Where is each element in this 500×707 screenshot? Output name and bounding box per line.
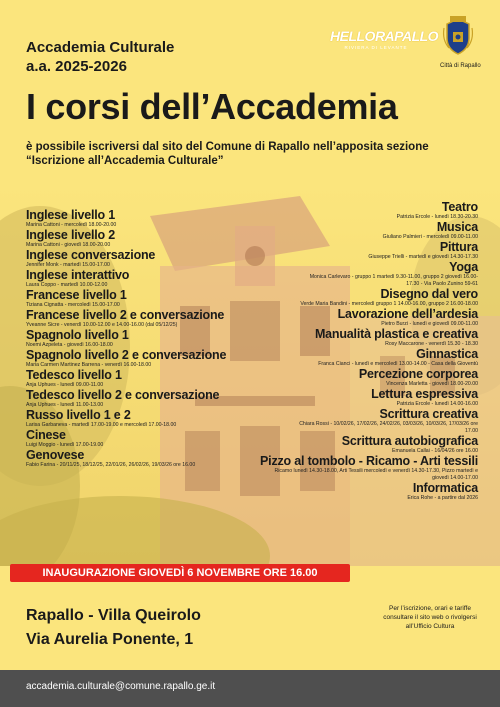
academic-year: a.a. 2025-2026 (26, 58, 127, 75)
course-name: Francese livello 1 (26, 288, 127, 302)
right-course-list (178, 201, 478, 502)
course-info: Erica Rohe - a partire dal 2026 (407, 495, 478, 501)
page-title: I corsi dell’Accademia (26, 86, 398, 127)
list-item (178, 455, 478, 482)
course-info: Tiziana Cignatta - mercoledì 15.00-17.00 (26, 302, 120, 308)
course-name: Musica (436, 220, 478, 234)
brand-sub: RIVIERA DI LEVANTE (344, 45, 408, 50)
course-info: Anja Uphues - lunedì 09.00-11.00 (26, 382, 104, 388)
course-info: Ricamo lunedì 14.30-18.00, Arti Tessili mercoledì e venerdì 14.30-17.30, Pizzo martedì e giovedì 14.00-17.00 (274, 468, 478, 481)
course-info: Pietro Burzi - lunedì e giovedì 09.00-11.00 (381, 321, 478, 327)
footer (0, 670, 500, 707)
venue-street: Via Aurelia Ponente, 1 (26, 631, 194, 648)
course-info: Patrizia Ercole - lunedì 14.00-16.00 (396, 401, 478, 407)
course-name: Ginnastica (416, 347, 478, 361)
course-info: Emanuela Callai - 16/04/26 ore 16.00 (392, 448, 478, 454)
footer-email[interactable]: accademia.culturale@comune.rapallo.ge.it (26, 681, 216, 692)
list-item (178, 328, 478, 348)
course-name: Pizzo al tombolo - Ricamo - Arti tessili (260, 454, 478, 468)
course-info: Yveanne Sicre - venerdì 10.00-12.00 e 14.00-16.00 (dal 05/12/25) (26, 322, 178, 328)
hellorapallo-logo (330, 28, 439, 50)
course-name: Tedesco livello 1 (26, 368, 122, 382)
course-name: Yoga (449, 260, 478, 274)
course-name: Lavorazione dell’ardesia (337, 307, 478, 321)
list-item (178, 221, 478, 241)
school-name: Accademia Culturale (26, 39, 175, 56)
list-item (178, 201, 478, 221)
course-name: Pittura (439, 240, 478, 254)
course-info: Marina Cattoni - mercoledì 18.00-20.00 (26, 222, 117, 228)
course-name: Scrittura creativa (379, 407, 478, 421)
course-name: Genovese (26, 448, 85, 462)
course-info: Anja Uphues - lunedì 11.00-13.00 (26, 402, 104, 408)
course-name: Informatica (412, 481, 478, 495)
course-info: Larisa Garbaneva - martedì 17.00-19.00 e mercoledì 17.00-18.00 (26, 422, 177, 428)
course-info: Franca Cianci - lunedì e mercoledì 13.00-14.00 - Casa della Gioventù (318, 361, 478, 367)
course-info: Jennifer Monk - martedì 15.00-17.00 (26, 262, 110, 268)
venue-name: Rapallo - Villa Queirolo (26, 607, 201, 624)
course-name: Inglese livello 1 (26, 208, 116, 222)
list-item (178, 368, 478, 388)
course-name: Cinese (26, 428, 66, 442)
course-name: Percezione corporea (358, 367, 478, 381)
course-name: Inglese interattivo (26, 268, 130, 282)
city-crest (440, 16, 481, 69)
inauguration-banner: INAUGURAZIONE GIOVEDÌ 6 NOVEMBRE ORE 16.00 (10, 564, 350, 582)
course-info: Vincenza Marletta - giovedì 18.00-20.00 (386, 381, 478, 387)
list-item (178, 388, 478, 408)
brand-mark: HELLORAPALLO (330, 28, 439, 44)
course-info: Laura Coppo - martedì 10.00-12.00 (26, 282, 108, 288)
course-name: Tedesco livello 2 e conversazione (26, 388, 220, 402)
course-name: Scrittura autobiografica (341, 434, 478, 448)
venue-address (26, 604, 201, 652)
list-item (178, 241, 478, 261)
course-info: Maria Carmen Martinez Barrena - venerdì 16.00-18.00 (26, 362, 152, 368)
list-item (178, 482, 478, 502)
school-heading (26, 38, 174, 76)
course-info: Giuliano Palmieri - mercoledì 09.00-11.00 (382, 234, 478, 240)
course-name: Spagnolo livello 1 (26, 328, 129, 342)
course-name: Francese livello 2 e conversazione (26, 308, 225, 322)
course-name: Russo livello 1 e 2 (26, 408, 131, 422)
course-info: Monica Carlevaro - gruppo 1 martedì 9.30-11.00, gruppo 2 giovedì 16.00-17.30 - Via Paolo Zunino 59-61 (309, 274, 478, 287)
course-name: Inglese conversazione (26, 248, 156, 262)
course-name: Inglese livello 2 (26, 228, 116, 242)
course-info: Fabio Farina - 20/11/25, 18/12/25, 22/01/26, 26/02/26, 19/03/26 ore 16.00 (26, 462, 196, 468)
list-item (178, 308, 478, 328)
course-info: Noemi Azpeleta - giovedì 16.00-18.00 (26, 342, 113, 348)
course-name: Manualità plastica e creativa (314, 327, 478, 341)
crest-icon (441, 16, 475, 56)
course-info: Chiara Rossi - 10/02/26, 17/02/26, 24/02/26, 03/03/26, 10/03/26, 17/03/26 ore 17.00 (299, 421, 478, 434)
course-name: Spagnolo livello 2 e conversazione (26, 348, 227, 362)
list-item (178, 408, 478, 435)
course-info: Luigi Moggio - lunedì 17.00-19.00 (26, 442, 104, 448)
course-info: Rosy Maccarone - venerdì 15.30 - 18.30 (385, 341, 478, 347)
contact-note: Per l’iscrizione, orari e tariffe consultare il sito web o rivolgersi all’Ufficio Cultura (383, 605, 477, 630)
crest-label: Città di Rapallo (440, 63, 481, 69)
subtitle: è possibile iscriversi dal sito del Comune di Rapallo nell’apposita sezione “Iscrizione all’Accademia Culturale” (26, 141, 429, 167)
list-item (178, 261, 478, 288)
course-name: Teatro (441, 200, 478, 214)
list-item (178, 435, 478, 455)
course-name: Disegno dal vero (380, 287, 478, 301)
course-info: Giuseppe Trielli - martedì e giovedì 14.30-17.30 (368, 254, 478, 260)
course-info: Marina Cattoni - giovedì 18.00-20.00 (26, 242, 111, 248)
course-info: Patrizia Ercole - lunedì 18.30-20.30 (396, 214, 478, 220)
course-name: Lettura espressiva (371, 387, 478, 401)
list-item (178, 288, 478, 308)
course-info: Verde Maria Bandini - mercoledì gruppo 1 14.00-16.00, gruppo 2 16.00-18.00 (300, 301, 478, 307)
list-item (178, 348, 478, 368)
